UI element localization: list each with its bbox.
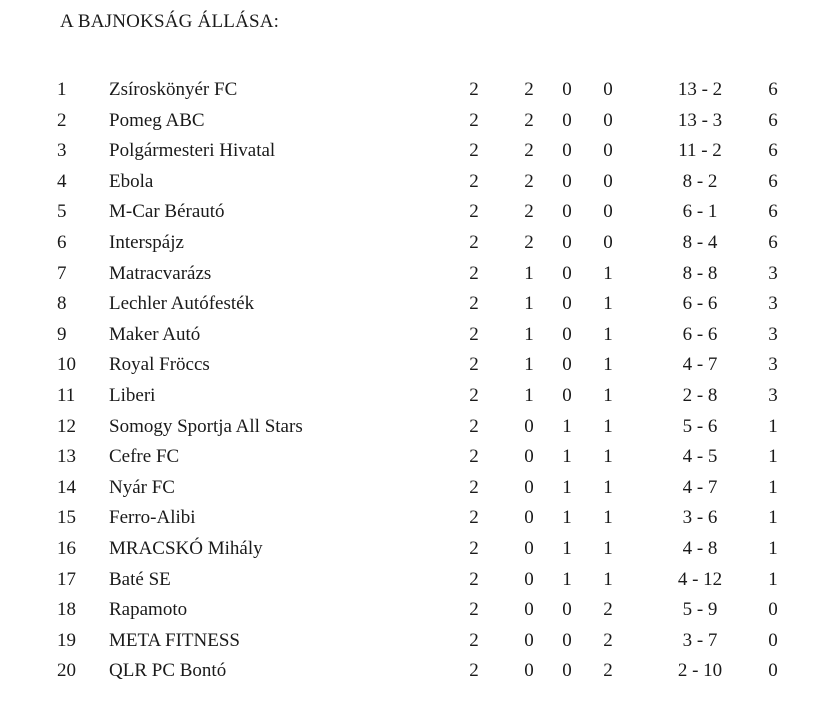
position-cell: 11 (57, 384, 76, 406)
standings-row (0, 201, 825, 232)
team-name-cell: Nyár FC (109, 476, 175, 498)
position-cell: 3 (57, 140, 67, 162)
team-name-cell: META FITNESS (109, 629, 240, 651)
team-name-cell: Polgármesteri Hivatal (109, 140, 276, 162)
wins-cell: 2 (524, 140, 534, 162)
points-cell: 0 (768, 599, 778, 621)
points-cell: 0 (768, 660, 778, 682)
points-cell: 6 (768, 231, 778, 253)
losses-cell: 2 (603, 599, 613, 621)
position-cell: 12 (57, 415, 76, 437)
draws-cell: 0 (562, 140, 572, 162)
matches-played-cell: 2 (469, 79, 479, 100)
standings-row (0, 110, 825, 141)
position-cell: 4 (57, 170, 67, 192)
goals-cell: 6 - 6 (682, 323, 718, 345)
draws-cell: 1 (562, 507, 572, 529)
losses-cell: 1 (603, 415, 613, 437)
draws-cell: 0 (562, 629, 572, 651)
losses-cell: 1 (603, 354, 613, 376)
standings-row (0, 324, 825, 355)
draws-cell: 1 (562, 568, 572, 590)
goals-cell: 3 - 7 (682, 629, 718, 651)
standings-row (0, 569, 825, 600)
losses-cell: 1 (603, 262, 613, 284)
standings-row (0, 354, 825, 385)
team-name-cell: Ferro-Alibi (109, 507, 196, 529)
goals-cell: 4 - 7 (682, 354, 718, 376)
wins-cell: 2 (524, 201, 534, 223)
points-cell: 1 (768, 415, 778, 437)
position-cell: 1 (57, 79, 67, 100)
standings-row (0, 385, 825, 416)
wins-cell: 0 (524, 568, 534, 590)
wins-cell: 0 (524, 415, 534, 437)
points-cell: 1 (768, 507, 778, 529)
wins-cell: 1 (524, 262, 534, 284)
matches-played-cell: 2 (469, 629, 479, 651)
matches-played-cell: 2 (469, 446, 479, 468)
wins-cell: 0 (524, 446, 534, 468)
goals-cell: 5 - 9 (682, 599, 718, 621)
wins-cell: 0 (524, 629, 534, 651)
team-name-cell: Zsíroskönyér FC (109, 79, 238, 100)
standings-row (0, 507, 825, 538)
points-cell: 1 (768, 568, 778, 590)
goals-cell: 13 - 2 (677, 79, 723, 100)
losses-cell: 1 (603, 323, 613, 345)
standings-row (0, 232, 825, 263)
draws-cell: 0 (562, 599, 572, 621)
draws-cell: 1 (562, 537, 572, 559)
position-cell: 20 (57, 660, 76, 682)
team-name-cell: Pomeg ABC (109, 109, 205, 131)
wins-cell: 0 (524, 476, 534, 498)
losses-cell: 1 (603, 568, 613, 590)
matches-played-cell: 2 (469, 201, 479, 223)
position-cell: 16 (57, 537, 76, 559)
matches-played-cell: 2 (469, 323, 479, 345)
team-name-cell: Rapamoto (109, 599, 188, 621)
standings-row (0, 293, 825, 324)
team-name-cell: M-Car Bérautó (109, 201, 225, 223)
wins-cell: 2 (524, 109, 534, 131)
losses-cell: 1 (603, 446, 613, 468)
matches-played-cell: 2 (469, 140, 479, 162)
draws-cell: 0 (562, 660, 572, 682)
losses-cell: 2 (603, 660, 613, 682)
matches-played-cell: 2 (469, 507, 479, 529)
standings-row (0, 477, 825, 508)
matches-played-cell: 2 (469, 354, 479, 376)
points-cell: 3 (768, 293, 778, 315)
position-cell: 5 (57, 201, 67, 223)
draws-cell: 0 (562, 323, 572, 345)
draws-cell: 0 (562, 293, 572, 315)
standings-row (0, 538, 825, 569)
position-cell: 14 (57, 476, 76, 498)
wins-cell: 2 (524, 170, 534, 192)
points-cell: 1 (768, 537, 778, 559)
matches-played-cell: 2 (469, 384, 479, 406)
points-cell: 3 (768, 384, 778, 406)
points-cell: 0 (768, 629, 778, 651)
team-name-cell: Interspájz (109, 231, 184, 253)
wins-cell: 1 (524, 384, 534, 406)
draws-cell: 0 (562, 79, 572, 100)
standings-row (0, 446, 825, 477)
losses-cell: 1 (603, 476, 613, 498)
goals-cell: 2 - 8 (682, 384, 718, 406)
position-cell: 15 (57, 507, 76, 529)
draws-cell: 1 (562, 446, 572, 468)
goals-cell: 4 - 8 (682, 537, 718, 559)
points-cell: 1 (768, 476, 778, 498)
matches-played-cell: 2 (469, 262, 479, 284)
wins-cell: 0 (524, 660, 534, 682)
points-cell: 3 (768, 323, 778, 345)
goals-cell: 4 - 12 (677, 568, 723, 590)
goals-cell: 6 - 6 (682, 293, 718, 315)
standings-row (0, 599, 825, 630)
wins-cell: 1 (524, 293, 534, 315)
page-title: A BAJNOKSÁG ÁLLÁSA: (60, 11, 280, 32)
goals-cell: 3 - 6 (682, 507, 718, 529)
losses-cell: 0 (603, 109, 613, 131)
goals-cell: 8 - 8 (682, 262, 718, 284)
goals-cell: 11 - 2 (678, 140, 722, 162)
goals-cell: 8 - 4 (682, 231, 718, 253)
team-name-cell: Cefre FC (109, 446, 180, 468)
team-name-cell: Lechler Autófesték (109, 293, 255, 315)
points-cell: 6 (768, 201, 778, 223)
losses-cell: 0 (603, 140, 613, 162)
wins-cell: 0 (524, 537, 534, 559)
team-name-cell: Royal Fröccs (109, 354, 210, 376)
matches-played-cell: 2 (469, 476, 479, 498)
draws-cell: 0 (562, 354, 572, 376)
losses-cell: 1 (603, 384, 613, 406)
goals-cell: 8 - 2 (682, 170, 718, 192)
losses-cell: 0 (603, 201, 613, 223)
standings-row (0, 416, 825, 447)
wins-cell: 0 (524, 507, 534, 529)
matches-played-cell: 2 (469, 293, 479, 315)
points-cell: 6 (768, 79, 778, 100)
goals-cell: 4 - 7 (682, 476, 718, 498)
losses-cell: 2 (603, 629, 613, 651)
team-name-cell: Matracvarázs (109, 262, 212, 284)
position-cell: 13 (57, 446, 76, 468)
wins-cell: 2 (524, 231, 534, 253)
losses-cell: 1 (603, 293, 613, 315)
team-name-cell: MRACSKÓ Mihály (109, 537, 263, 559)
standings-row (0, 140, 825, 171)
team-name-cell: Maker Autó (109, 323, 201, 345)
matches-played-cell: 2 (469, 109, 479, 131)
losses-cell: 0 (603, 231, 613, 253)
position-cell: 19 (57, 629, 76, 651)
team-name-cell: QLR PC Bontó (109, 660, 227, 682)
losses-cell: 1 (603, 537, 613, 559)
points-cell: 6 (768, 109, 778, 131)
matches-played-cell: 2 (469, 415, 479, 437)
standings-row (0, 171, 825, 202)
standings-row (0, 660, 825, 691)
draws-cell: 0 (562, 231, 572, 253)
standings-row (0, 630, 825, 661)
team-name-cell: Ebola (109, 170, 154, 192)
wins-cell: 2 (524, 79, 534, 100)
points-cell: 6 (768, 140, 778, 162)
losses-cell: 0 (603, 170, 613, 192)
position-cell: 9 (57, 323, 67, 345)
draws-cell: 0 (562, 384, 572, 406)
draws-cell: 0 (562, 201, 572, 223)
wins-cell: 0 (524, 599, 534, 621)
goals-cell: 5 - 6 (682, 415, 718, 437)
position-cell: 17 (57, 568, 76, 590)
draws-cell: 1 (562, 476, 572, 498)
position-cell: 18 (57, 599, 76, 621)
position-cell: 7 (57, 262, 67, 284)
position-cell: 2 (57, 109, 67, 131)
wins-cell: 1 (524, 323, 534, 345)
wins-cell: 1 (524, 354, 534, 376)
points-cell: 6 (768, 170, 778, 192)
position-cell: 10 (57, 354, 76, 376)
standings-row (0, 79, 825, 110)
matches-played-cell: 2 (469, 660, 479, 682)
points-cell: 3 (768, 262, 778, 284)
points-cell: 1 (768, 446, 778, 468)
matches-played-cell: 2 (469, 599, 479, 621)
losses-cell: 0 (603, 79, 613, 100)
goals-cell: 4 - 5 (682, 446, 718, 468)
goals-cell: 13 - 3 (677, 109, 723, 131)
matches-played-cell: 2 (469, 568, 479, 590)
team-name-cell: Baté SE (109, 568, 171, 590)
goals-cell: 2 - 10 (677, 660, 723, 682)
draws-cell: 0 (562, 109, 572, 131)
standings-row (0, 263, 825, 294)
points-cell: 3 (768, 354, 778, 376)
position-cell: 8 (57, 293, 67, 315)
position-cell: 6 (57, 231, 67, 253)
matches-played-cell: 2 (469, 170, 479, 192)
draws-cell: 0 (562, 262, 572, 284)
team-name-cell: Liberi (109, 384, 156, 406)
goals-cell: 6 - 1 (682, 201, 718, 223)
team-name-cell: Somogy Sportja All Stars (109, 415, 303, 437)
losses-cell: 1 (603, 507, 613, 529)
standings-table (0, 79, 825, 691)
draws-cell: 0 (562, 170, 572, 192)
draws-cell: 1 (562, 415, 572, 437)
matches-played-cell: 2 (469, 231, 479, 253)
matches-played-cell: 2 (469, 537, 479, 559)
